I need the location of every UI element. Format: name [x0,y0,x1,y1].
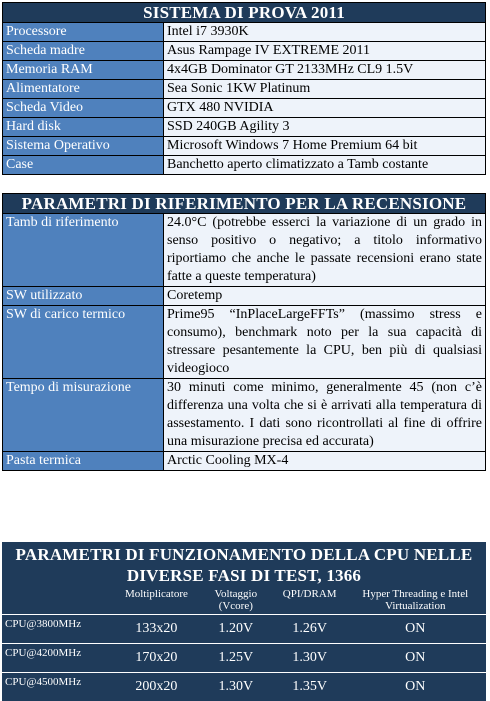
row-value: 30 minuti come minimo, generalmente 45 (non c’è differenza una volta che si è arrivati alla temperatura di assestamento. I dati sono ricontrollati al fine di offrire una misurazione precisa ed accurata) [164,379,486,452]
table-row [3,214,486,287]
vcore: 1.30V [197,673,275,701]
multiplier: 133x20 [116,615,197,643]
column-header: Moltiplicatore [116,588,197,614]
column-header [2,588,116,614]
system-title: SISTEMA DI PROVA 2011 [3,3,486,23]
row-label: Scheda Video [3,99,164,118]
system-table [2,2,486,175]
hyperthreading: ON [345,615,486,643]
column-header: QPI/DRAM [275,588,345,614]
table-row [3,287,486,306]
table-row [3,306,486,379]
row-value: 24.0°C (potrebbe esserci la variazione di un grado in senso positivo o negativo; a titolo informativo riportiamo che anche le passate recensioni erano state fatte a queste temperatura) [164,214,486,287]
qpi-dram: 1.35V [275,673,345,701]
row-label: Tempo di misurazione [3,379,164,452]
table-row [3,156,486,175]
vcore: 1.25V [197,644,275,672]
cpu-table [2,542,486,701]
qpi-dram: 1.26V [275,615,345,643]
table-row [3,99,486,118]
vcore: 1.20V [197,615,275,643]
table-row [3,452,486,471]
row-value: Intel i7 3930K [164,23,486,42]
row-value: Banchetto aperto climatizzato a Tamb costante [164,156,486,175]
row-value: 4x4GB Dominator GT 2133MHz CL9 1.5V [164,61,486,80]
row-value: Arctic Cooling MX-4 [164,452,486,471]
row-label: Scheda madre [3,42,164,61]
row-label: Memoria RAM [3,61,164,80]
row-label: Case [3,156,164,175]
cpu-title: PARAMETRI DI FUNZIONAMENTO DELLA CPU NELLE DIVERSE FASI DI TEST, 1366 [2,542,486,588]
table-row [3,80,486,99]
row-label: SW utilizzato [3,287,164,306]
row-value: Asus Rampage IV EXTREME 2011 [164,42,486,61]
table-row [3,23,486,42]
multiplier: 200x20 [116,673,197,701]
row-value: Microsoft Windows 7 Home Premium 64 bit [164,137,486,156]
column-header: Voltaggio (Vcore) [197,588,275,614]
row-value: GTX 480 NVIDIA [164,99,486,118]
row-value: Prime95 “InPlaceLargeFFTs” (massimo stress e consumo), benchmark noto per la sua capacità di stressare pesantemente la CPU, ben più di qualsiasi videogioco [164,306,486,379]
row-label: Alimentatore [3,80,164,99]
table-row [3,42,486,61]
column-header: Hyper Threading e Intel Virtualization [345,588,486,614]
row-value: Coretemp [164,287,486,306]
cpu-frequency: CPU@3800MHz [2,615,116,643]
row-label: Pasta termica [3,452,164,471]
cpu-frequency: CPU@4500MHz [2,673,116,701]
hyperthreading: ON [345,673,486,701]
params-title: PARAMETRI DI RIFERIMENTO PER LA RECENSIONE [3,194,486,214]
params-table [2,193,486,471]
row-value: SSD 240GB Agility 3 [164,118,486,137]
row-label: Hard disk [3,118,164,137]
table-row [2,673,486,701]
row-value: Sea Sonic 1KW Platinum [164,80,486,99]
multiplier: 170x20 [116,644,197,672]
table-row [3,137,486,156]
qpi-dram: 1.30V [275,644,345,672]
cpu-frequency: CPU@4200MHz [2,644,116,672]
table-row [3,118,486,137]
row-label: Processore [3,23,164,42]
row-label: Tamb di riferimento [3,214,164,287]
table-row [3,379,486,452]
table-row [2,644,486,672]
row-label: SW di carico termico [3,306,164,379]
hyperthreading: ON [345,644,486,672]
table-header-row [2,588,486,614]
row-label: Sistema Operativo [3,137,164,156]
table-row [2,615,486,643]
table-row [3,61,486,80]
